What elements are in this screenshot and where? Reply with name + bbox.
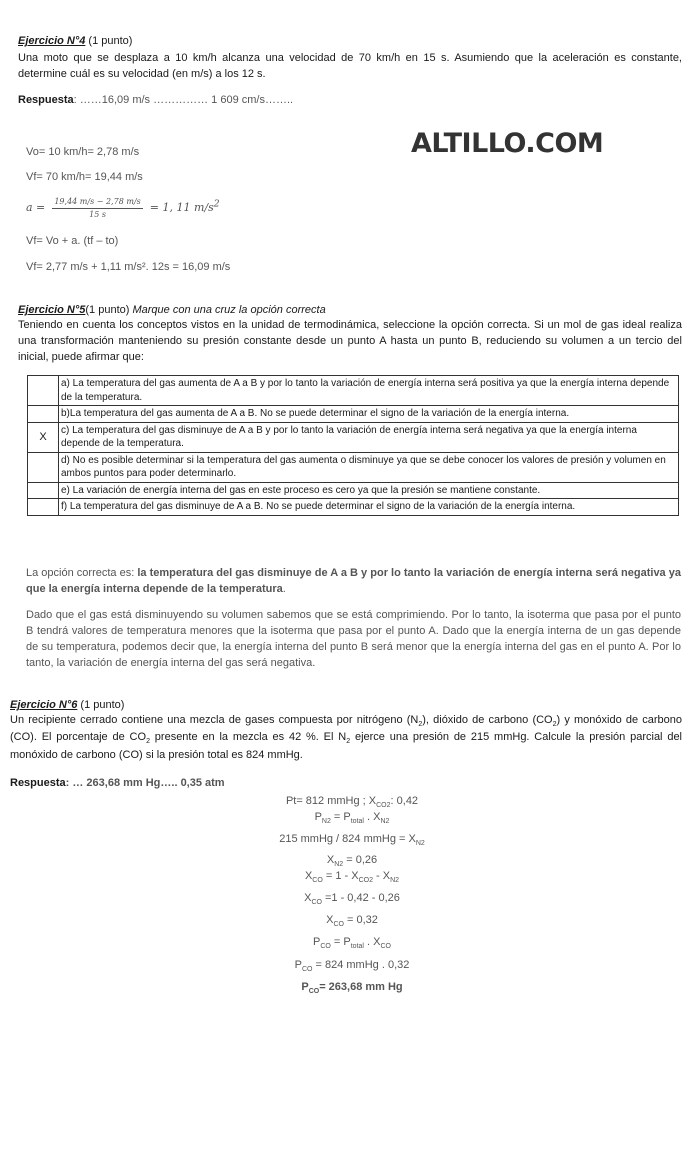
ex6-s5: ejerce una presión de 215 mmHg. Calcule la presión parcial del monóxido de carbono (CO) si la presión total es 824 mmHg. — [10, 731, 683, 761]
ex4-statement: Una moto que se desplaza a 10 km/h alcanza una velocidad de 70 km/h en 15 s. Asumiendo que la aceleración es constante, determine cuál es su velocidad (en m/s) a los 12 s. — [18, 52, 682, 80]
ex4-a-result: = 1, 11 m/s — [149, 201, 214, 214]
ex6-title: Ejercicio N°6 — [10, 699, 78, 711]
ex6-s2: ), dióxido de carbono (CO — [422, 714, 553, 726]
ex4-title: Ejercicio N°4 — [18, 35, 86, 47]
ex5-statement: Teniendo en cuenta los conceptos vistos en la unidad de termodinámica, seleccione la opción correcta. Si un mol de gas ideal realiza una transformación manteniendo su presión constante desde un punto A hasta un punto B, reduciendo su volumen a un tercio del inicial, puede afirmar que: — [18, 319, 682, 363]
ex5-explanation: Dado que el gas está disminuyendo su volumen sabemos que se está comprimiendo. Por lo tanto, la isoterma que pasa por el punto B tendrá valores de temperatura menores que la isoterma que pasa por el punto A. Dado que la energía interna de un gas depende de su temperatura, podemos decir que, la energía interna del punto B será menor que la energía interna del gas en el punto A. Por lo tanto, la variación de energía interna del gas será negativa. — [26, 609, 681, 669]
ex5-title: Ejercicio N°5 — [18, 304, 86, 316]
ex6-calc-line-6: $X_{CO} =1 - 0,42 - 0,26$ — [304, 892, 400, 907]
ex6-s4: presente en la mezcla es 42 %. El N — [149, 731, 347, 744]
ex6-calc-line-5: $X_{CO} = 1 - X_{CO2} - X_{N2}$ — [304, 870, 400, 885]
ex6-calc-line-4: $X_{N2} = 0,26$ — [326, 854, 378, 869]
ex5-correct-bold: la temperatura del gas disminuye de A a B y por lo tanto la variación de energía interna será negativa ya que la energía interna depende de la temperatura — [26, 567, 681, 595]
ex6-calc-line-10: $P_{CO}= 263,68$ mm Hg — [301, 981, 403, 996]
ex6-calc-line-3: 215 mmHg / 824 mmHg = $X_{N2}$ — [279, 833, 425, 848]
option-text: e) La variación de energía interna del gas en este proceso es cero ya que la presión se mantiene constante. — [59, 482, 679, 499]
table-row — [28, 482, 679, 499]
ex4-result: Vf= 2,77 m/s + 1,11 m/s². 12s = 16,09 m/s — [26, 261, 231, 273]
ex6-points: (1 punto) — [77, 699, 125, 711]
sub-2: 2 — [552, 721, 557, 729]
table-row — [28, 452, 679, 482]
ex4-vf: Vf= 70 km/h= 19,44 m/s — [26, 171, 143, 183]
ex6-calc-line-8: $P_{CO} = P_{total}$ . $X_{CO}$ — [313, 936, 391, 951]
option-text: b)La temperatura del gas aumenta de A a B. No se puede determinar el signo de la variación de la energía interna. — [59, 406, 679, 423]
option-mark[interactable] — [28, 482, 59, 499]
option-mark[interactable] — [28, 376, 59, 406]
ex5-correct-end: . — [282, 582, 286, 595]
ex6-answer — [10, 776, 682, 792]
ex6-answer-text: : … 263,68 mm Hg….. 0,35 atm — [65, 777, 225, 789]
ex4-a-num: 19,44 m/s − 2,78 m/s — [52, 196, 142, 209]
ex5-options-table — [27, 375, 679, 516]
ex6-calc-line-1: Pt= 812 mmHg ; $X_{CO2}$: 0,42 — [285, 795, 419, 810]
table-row — [28, 422, 679, 452]
ex4-formula: Vf= Vo + a. (tf – to) — [26, 235, 119, 247]
ex6-calc-line-7: $X_{CO} = 0,32$ — [326, 914, 378, 929]
ex5-heading — [18, 303, 682, 319]
option-text: a) La temperatura del gas aumenta de A a B y por lo tanto la variación de energía interna será positiva ya que la energía interna depende de la temperatura. — [59, 376, 679, 406]
table-row — [28, 406, 679, 423]
ex5-points: (1 punto) — [85, 304, 133, 316]
ex6-s1: Un recipiente cerrado contiene una mezcla de gases compuesta por nitrógeno (N — [10, 714, 419, 726]
option-text: f) La temperatura del gas disminuye de A a B. No se puede determinar el signo de la variación de la energía interna. — [59, 499, 679, 516]
ex6-calc-line-2: $P_{N2} = P_{total}$ . $X_{N2}$ — [314, 811, 390, 826]
sub-2: 2 — [146, 738, 150, 746]
option-mark[interactable]: X — [28, 422, 59, 452]
ex5-instruction: Marque con una cruz la opción correcta — [132, 304, 326, 316]
ex4-a-exp: 2 — [213, 198, 220, 210]
option-mark[interactable] — [28, 499, 59, 516]
ex4-points: (1 punto) — [85, 35, 133, 47]
ex4-acceleration — [26, 196, 220, 220]
table-row — [28, 376, 679, 406]
sub-2: 2 — [418, 721, 423, 729]
ex6-answer-label: Respuesta — [10, 777, 66, 789]
ex6-statement — [10, 713, 682, 764]
watermark-logo: ALTILLO.COM — [411, 128, 604, 159]
option-mark[interactable] — [28, 452, 59, 482]
option-text: d) No es posible determinar si la temperatura del gas aumenta o disminuye ya que se debe conocer los valores de presión y volumen en ambos puntos para poder determinarlo. — [59, 452, 679, 482]
ex6-s3: ) y monóxido de carbono (CO). El porcentaje de CO — [10, 714, 682, 744]
sub-2: 2 — [346, 738, 351, 746]
ex4-vo: Vo= 10 km/h= 2,78 m/s — [26, 146, 140, 158]
ex6-heading — [10, 698, 682, 714]
option-mark[interactable] — [28, 406, 59, 423]
ex4-answer — [18, 93, 682, 109]
ex5-correct-answer — [26, 566, 681, 598]
ex4-answer-text: : ……16,09 m/s …………… 1 609 cm/s…….. — [73, 94, 294, 106]
ex4-a-fraction — [52, 196, 142, 220]
ex6-calc-line-9: $P_{CO} = 824$ mmHg . 0,32 — [294, 959, 410, 974]
ex4-a-var: a = — [26, 201, 46, 214]
table-row — [28, 499, 679, 516]
ex4-heading — [18, 34, 682, 50]
ex5-correct-intro: La opción correcta es: — [26, 567, 138, 579]
option-text: c) La temperatura del gas disminuye de A a B y por lo tanto la variación de energía interna será negativa ya que la energía interna depende de la temperatura. — [59, 422, 679, 452]
ex4-answer-label: Respuesta — [18, 94, 74, 106]
ex4-a-den: 15 s — [89, 209, 106, 219]
